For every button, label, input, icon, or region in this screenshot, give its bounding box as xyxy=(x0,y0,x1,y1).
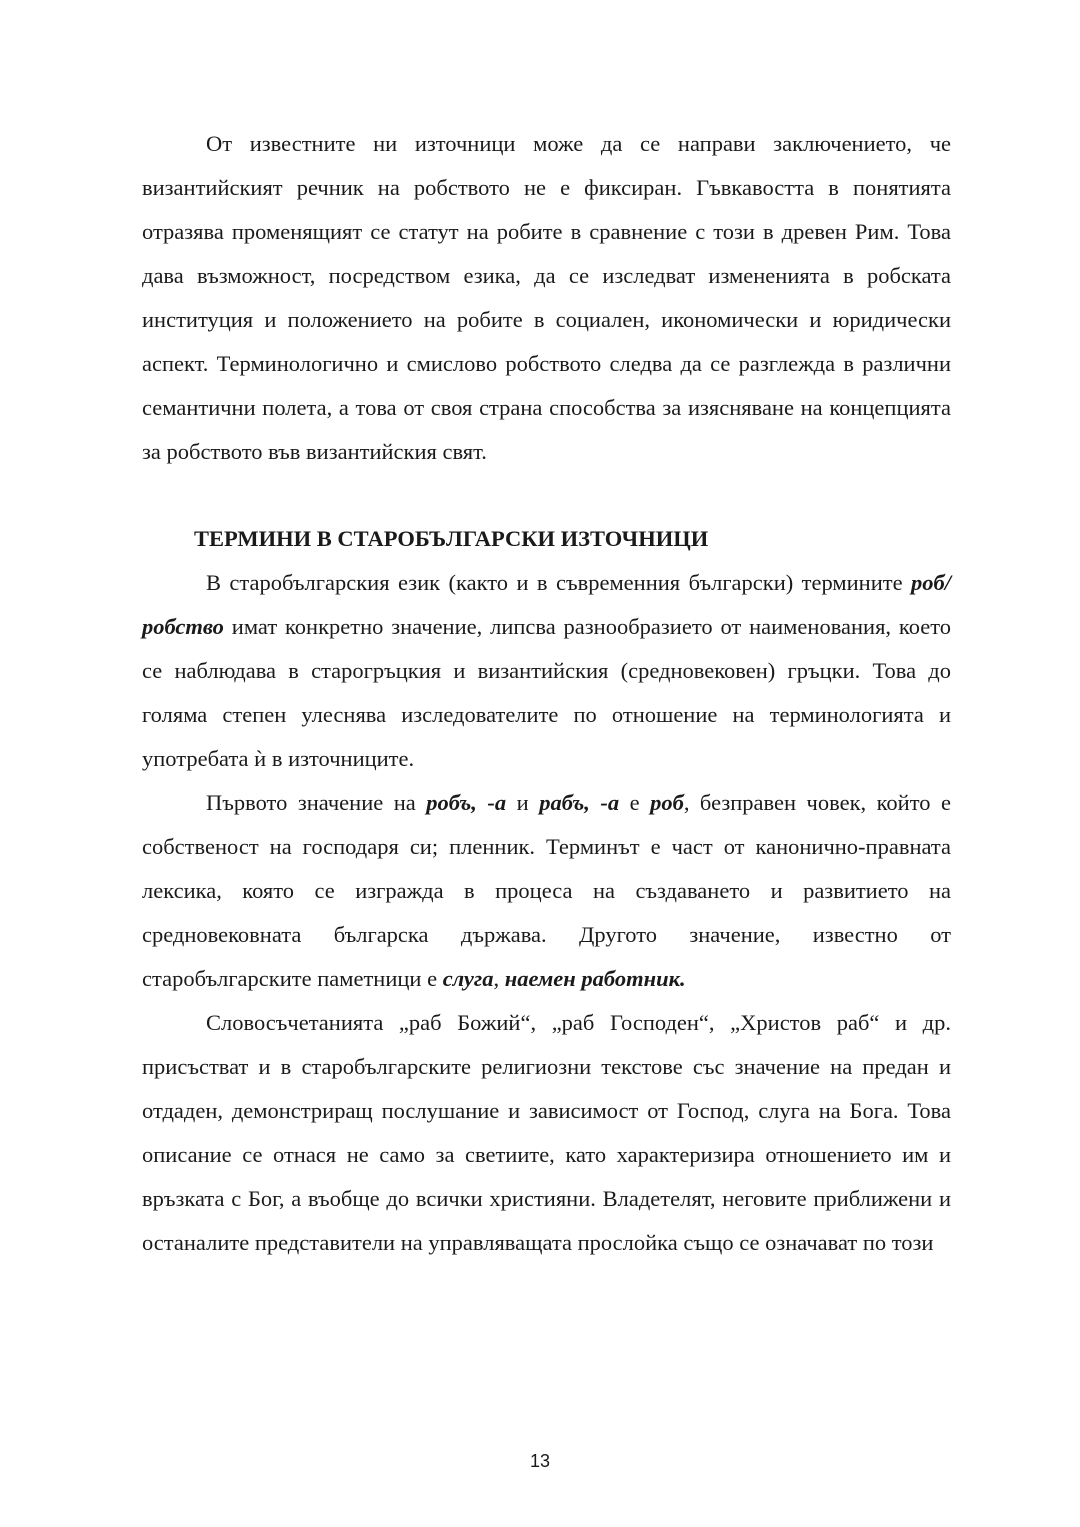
paragraph-first-meaning xyxy=(142,781,951,1001)
term-rabu: рабъ, -а xyxy=(539,790,620,815)
paragraph-conclusion: От известните ни източници може да се направи заключението, че византийският речник на робството не е фиксиран. Гъвкавостта в понятията отразява променящият се статут на робите в сравнение с този в древен Рим. Това дава възможност, посредством езика, да се изследват измененията в робската институция и положението на робите в социален, икономически и юридически аспект. Терминологично и смислово робството следва да се разглежда в различни семантични полета, а това от своя страна способства за изясняване на концепцията за робството във византийския свят. xyxy=(142,131,951,464)
text-run: имат конкретно значение, липсва разнообразието от наименования, което се наблюдава в старогръцкия и византийския (средновековен) гръцки. Това до голяма степен улеснява изследователите по отношение на терминологията и употребата ѝ в източниците. xyxy=(142,614,951,771)
document-body xyxy=(142,122,951,1265)
text-run: , безправен човек, който е собственост на господаря си; пленник. Терминът е част от канонично-правната лексика, която се изгражда в процеса на създаването и развитието на средновековната българска държава. Другото значение, известно от старобългарските паметници е xyxy=(142,790,951,991)
text-run: Първото значение на xyxy=(206,790,427,815)
term-sluga: слуга xyxy=(442,966,494,991)
text-run: , xyxy=(493,966,505,991)
text-run: В старобългарския език (както и в съвременния български) термините xyxy=(206,570,912,595)
text-run: и xyxy=(506,790,540,815)
paragraph-phrases: Словосъчетанията „раб Божий“, „раб Господен“, „Христов раб“ и др. присъстват и в старобългарските религиозни текстове със значение на предан и отдаден, демонстриращ послушание и зависимост от Господ, слуга на Бога. Това описание се отнася не само за светиите, като характеризира отношението им и връзката с Бог, а въобще до всички християни. Владетелят, неговите приближени и останалите представители на управляващата прослойка също се означават по този xyxy=(142,1010,951,1255)
term-rob-robstvo: роб/робство xyxy=(142,570,951,639)
term-rob: роб xyxy=(650,790,684,815)
paragraph-terms xyxy=(142,561,951,781)
term-naemen-rabotnik: наемен работник. xyxy=(504,966,686,991)
section-heading: ТЕРМИНИ В СТАРОБЪЛГАРСКИ ИЗТОЧНИЦИ xyxy=(194,526,709,551)
text-run: е xyxy=(619,790,651,815)
page-number: 13 xyxy=(529,1451,551,1471)
term-robu: робъ, -а xyxy=(426,790,507,815)
